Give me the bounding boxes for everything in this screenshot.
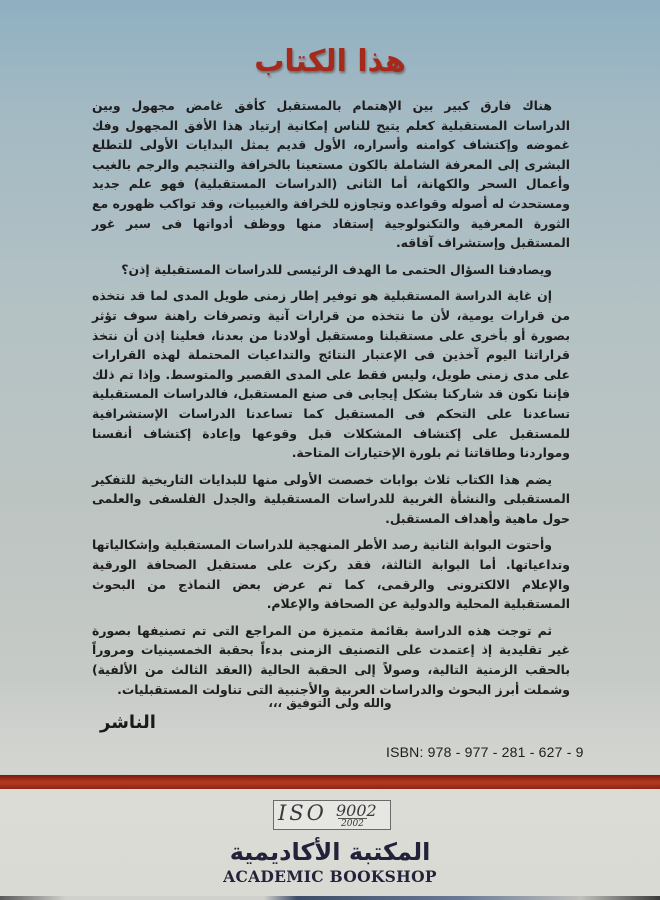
blurb-paragraph-4: وأحتوت البوابة الثانية رصد الأطر المنهجية للدراسات المستقبلية وإشكالياتها وتداعياتها. أما البوابة الثالثة، فقد ركزت على مستقبل الصحافة الورقية والإعلام الالكترونى والرقمى، كما تم عرض بعض النماذج من البحوث المستقبلية المحلية والدولية عن الصحافة والإعلام. [92, 537, 570, 612]
closing-line: والله ولى التوفيق ،،، [268, 696, 392, 710]
photo-bottom-edge [0, 896, 660, 900]
iso-certification-badge [273, 800, 391, 830]
cover-title: هذا الكتاب [254, 44, 406, 79]
blurb-question: ويصادفنا السؤال الحتمى ما الهدف الرئيسى للدراسات المستقبلية إذن؟ [121, 261, 552, 277]
publisher-logo-arabic: المكتبة الأكاديمية [229, 838, 431, 866]
blurb-paragraph-3: يضم هذا الكتاب ثلاث بوابات خصصت الأولى منها للبدايات التاريخية للتفكير المستقبلى والنشأة الغربية للدراسات المستقبلية والجدل الفلسفى والعلمى حول ماهية وأهداف المستقبل. [92, 471, 570, 526]
isbn-number: ISBN: 978 - 977 - 281 - 627 - 9 [386, 744, 584, 760]
blurb-paragraph-5: ثم توجت هذه الدراسة بقائمة متميزة من المراجع التى تم تصنيفها بصورة غير تقليدية إذ إعتمدت على التصنيف الزمنى بدءاً بحقبة الخمسينيات ومروراً بالحقب الزمنية التالية، وصولاً إلى الحقبة الحالية (العقد الثالث من الألفية) وشملت أبرز البحوث والدراسات العربية والأجنبية التى تناولت المستقبليات. [92, 622, 570, 697]
red-divider-band [0, 775, 660, 789]
publisher-signature: الناشر [100, 712, 156, 733]
iso-number: 9002 [336, 801, 377, 820]
iso-label: ISO [278, 801, 327, 825]
publisher-logo-english: ACADEMIC BOOKSHOP [223, 867, 437, 886]
blurb-paragraph-1: هناك فارق كبير بين الإهتمام بالمستقبل كأفق غامض مجهول وبين الدراسات المستقبلية كعلم يتيح للناس إمكانية إرتياد هذا الأفق المجهول وفك غموضه وإكتشاف كوامنه وأسراره، الأول قديم يمثل البدايات الأولى للتطلع البشرى إلى المعرفة الشاملة بالكون مستعينا بالخرافة والتنجيم والرجم بالغيب وأعمال السحر والكهانة، أما الثانى (الدراسات المستقبلية) فهو علم جديد ومستحدث له أصوله وقواعده وتجاوزه للخرافة والغيبيات، وقد تواكب ظهوره مع الثورة المعرفية والتكنولوجية إستفاد منها ووظف أدواتها فى سبر غور المستقبل وإستشراف آفاقه. [92, 98, 570, 251]
blurb-paragraph-2: إن غاية الدراسة المستقبلية هو توفير إطار زمنى طويل المدى لما قد نتخذه من قرارات يومية، لأن ما نتخذه من قرارات آنية وتصرفات راهنة سوف تؤثر بصورة أو بأخرى على مستقبلنا ومستقبل أولادنا من بعدنا، فعلينا إذن أن نتخذ قراراتنا اليوم آخذين فى الإعتبار النتائج والتداعيات المحتملة لهذه القرارات على مدى زمنى طويل، وليس فقط على المدى القصير والمتوسط. وإذا تم ذلك فإننا نكون قد شاركنا بشكل إيجابى فى صنع المستقبل، فالدراسات المستقبلية تساعدنا على التحكم فى المستقبل كما تساعدنا الدراسات الإستشرافية للمستقبل على إكتشاف المشكلات قبل وقوعها وإعادة إكتشاف أنفسنا ومواردنا وطاقاتنا ثم بلورة الإختيارات المتاحة. [92, 288, 570, 461]
blurb-text [92, 96, 570, 706]
iso-year: 2002 [338, 818, 367, 829]
